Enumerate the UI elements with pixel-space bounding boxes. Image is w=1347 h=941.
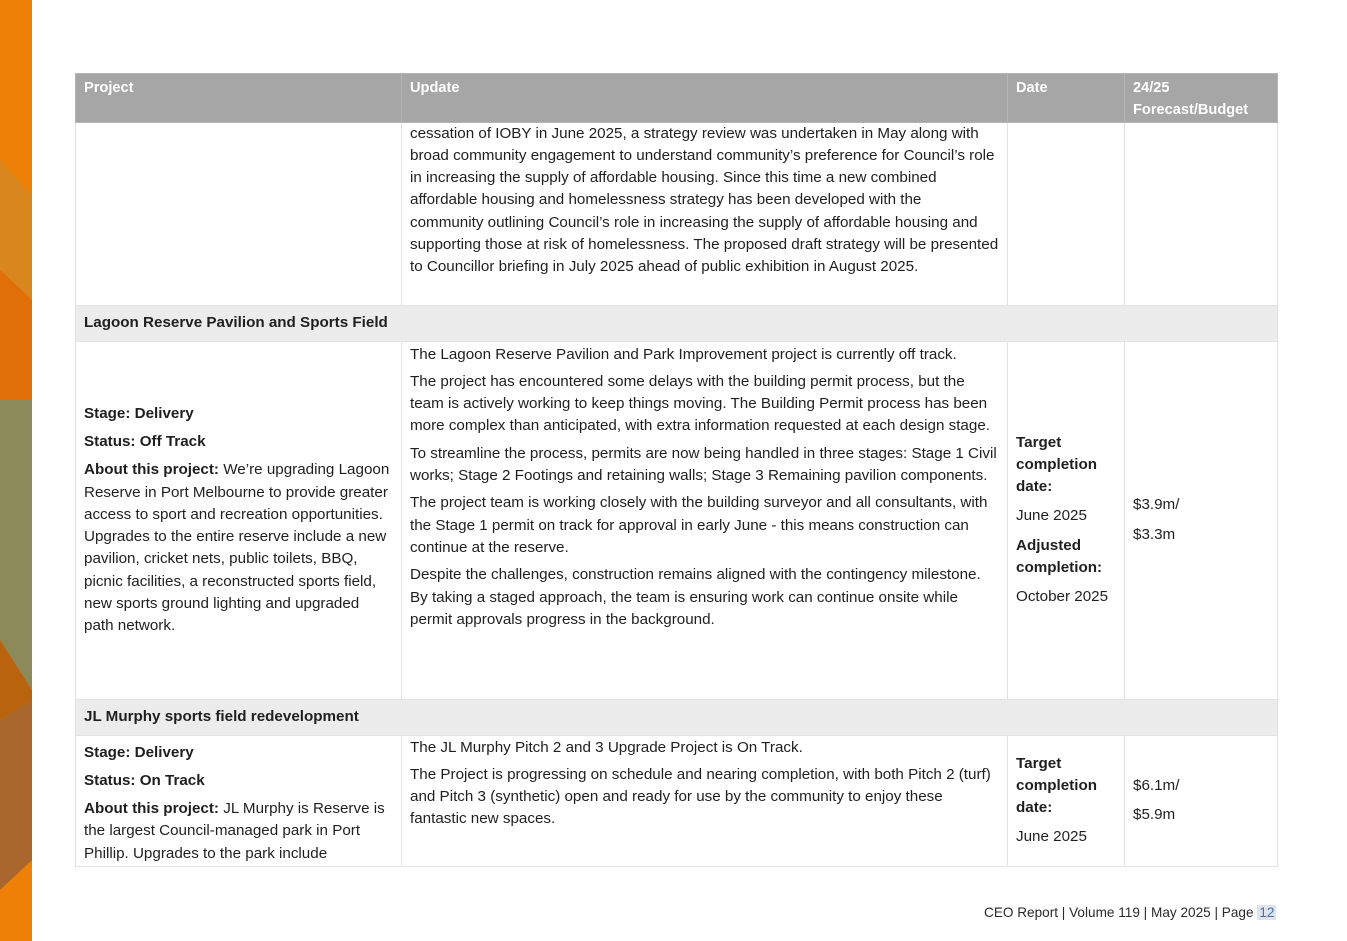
budget-cell <box>1125 735 1278 866</box>
adjusted-completion-label: Adjusted completion: <box>1016 536 1103 577</box>
update-paragraph: The Lagoon Reserve Pavilion and Park Improvement project is currently off track. <box>410 345 957 363</box>
decorative-side-band <box>0 0 32 941</box>
page-number: 12 <box>1259 905 1275 920</box>
date-cell <box>1008 735 1125 866</box>
projects-table <box>75 73 1278 867</box>
stage-label: Stage: Delivery <box>84 404 194 422</box>
table-header-row <box>76 74 1278 123</box>
about-project <box>84 798 393 865</box>
update-paragraph: The JL Murphy Pitch 2 and 3 Upgrade Project is On Track. <box>410 738 803 756</box>
forecast-value: $3.9m/ <box>1133 496 1180 514</box>
adjusted-completion-value: October 2025 <box>1016 588 1109 606</box>
column-header-budget: 24/25 Forecast/Budget <box>1125 74 1278 123</box>
stage-label: Stage: Delivery <box>84 743 194 761</box>
update-cell <box>402 735 1008 866</box>
about-text: JL Murphy is Reserve is the largest Council-managed park in Port Phillip. Upgrades to the park include <box>84 800 385 862</box>
budget-cell <box>1125 341 1278 699</box>
section-title: JL Murphy sports field redevelopment <box>76 699 1278 735</box>
side-band-graphic <box>0 0 32 941</box>
target-completion-label: Target completion date: <box>1016 433 1098 496</box>
target-completion-value: June 2025 <box>1016 828 1087 846</box>
budget-value: $3.3m <box>1133 525 1176 543</box>
about-text: We’re upgrading Lagoon Reserve in Port Melbourne to provide greater access to sport and recreation opportunities. Upgrades to the entire reserve include a new pavilion, cricket nets, public toilets, BBQ, picnic facilities, a reconstructed sports field, new sports ground lighting and upgraded path network. <box>84 461 390 635</box>
column-header-update: Update <box>402 74 1008 123</box>
update-cell <box>402 122 1008 305</box>
about-label: About this project: <box>84 800 219 818</box>
section-row-lagoon <box>76 305 1278 341</box>
budget-value: $5.9m <box>1133 806 1176 824</box>
table-row-jl-murphy <box>76 735 1278 866</box>
date-cell <box>1008 341 1125 699</box>
date-cell-empty <box>1008 122 1125 305</box>
update-cell <box>402 341 1008 699</box>
column-header-project: Project <box>76 74 402 123</box>
table-row-continued <box>76 122 1278 305</box>
table-row-lagoon <box>76 341 1278 699</box>
page-footer <box>984 905 1276 920</box>
section-row-jl-murphy <box>76 699 1278 735</box>
update-paragraph: To streamline the process, permits are now being handled in three stages: Stage 1 Civil works; Stage 2 Footings and retaining walls; Stage 3 Remaining pavilion components. <box>410 444 997 485</box>
about-label: About this project: <box>84 461 219 479</box>
status-label: Status: Off Track <box>84 432 206 450</box>
status-label: Status: On Track <box>84 771 205 789</box>
budget-cell-empty <box>1125 122 1278 305</box>
update-paragraph: The project has encountered some delays with the building permit process, but the team is actively working to keep things moving. The Building Permit process has been more complex than anticipated, with extra information requested at each design stage. <box>410 372 990 435</box>
project-cell-empty <box>76 122 402 305</box>
column-header-date: Date <box>1008 74 1125 123</box>
update-paragraph: cessation of IOBY in June 2025, a strategy review was undertaken in May along with broad community engagement to understand community’s preference for Council’s role in increasing the supply of affordable housing. Since this time a new combined affordable housing and homelessness strategy has been developed with the community outlining Council’s role in increasing the supply of affordable housing and supporting those at risk of homelessness. The proposed draft strategy will be presented to Councillor briefing in July 2025 ahead of public exhibition in August 2025. <box>410 124 999 276</box>
footer-text: CEO Report | Volume 119 | May 2025 | Page <box>984 905 1258 920</box>
project-cell <box>76 341 402 699</box>
update-paragraph: Despite the challenges, construction remains aligned with the contingency milestone. By taking a staged approach, the team is ensuring work can continue onsite while permit approvals progress in the background. <box>410 566 981 628</box>
project-cell <box>76 735 402 866</box>
update-paragraph: The Project is progressing on schedule and nearing completion, with both Pitch 2 (turf) and Pitch 3 (synthetic) open and ready for use by the community to enjoy these fantastic new spaces. <box>410 765 991 828</box>
forecast-value: $6.1m/ <box>1133 776 1180 794</box>
target-completion-value: June 2025 <box>1016 507 1087 525</box>
target-completion-label: Target completion date: <box>1016 754 1098 817</box>
section-title: Lagoon Reserve Pavilion and Sports Field <box>76 305 1278 341</box>
about-project <box>84 459 393 637</box>
update-paragraph: The project team is working closely with the building surveyor and all consultants, with the Stage 1 permit on track for approval in early June - this means construction can continue at the reserve. <box>410 494 988 556</box>
